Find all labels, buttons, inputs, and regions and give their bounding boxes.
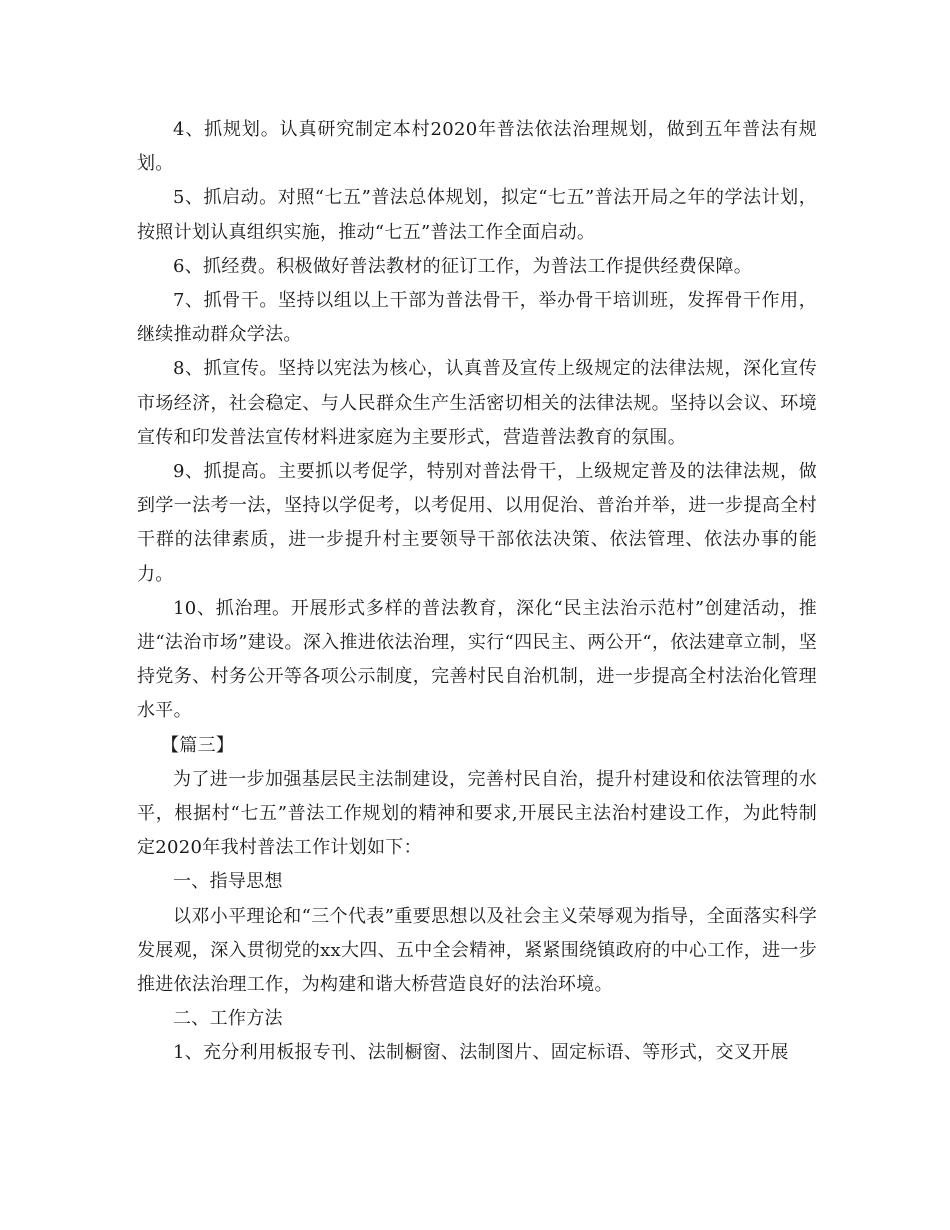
paragraph-item-9: 9、抓提高。主要抓以考促学，特别对普法骨干，上级规定普及的法律法规，做到学一法考一法，坚持以学促考，以考促用、以用促治、普治并举，进一步提高全村干群的法律素质，进一步提升村主要领导干部依法决策、依法管理、依法办事的能力。 [137,461,817,585]
paragraph-item-8: 8、抓宣传。坚持以宪法为核心，认真普及宣传上级规定的法律法规，深化宣传市场经济，社会稳定、与人民群众生产生活密切相关的法律法规。坚持以会议、环境宣传和印发普法宣传材料进家庭为主要形式，营造普法教育的氛围。 [137,358,817,448]
section-heading-work-methods: 二、工作方法 [173,1008,283,1030]
paragraph-item-7: 7、抓骨干。坚持以组以上干部为普法骨干，举办骨干培训班，发挥骨干作用，继续推动群众学法。 [137,290,817,346]
section-heading-part-three: 【篇三】 [161,734,235,756]
document-body [137,113,817,1071]
paragraph-item-5: 5、抓启动。对照“七五”普法总体规划，拟定“七五”普法开局之年的学法计划，按照计划认真组织实施，推动“七五”普法工作全面启动。 [137,187,817,243]
work-method-item-1: 1、充分利用板报专刊、法制橱窗、法制图片、固定标语、等形式，交叉开展 [173,1042,789,1064]
section-heading-guiding-ideology: 一、指导思想 [173,871,283,893]
paragraph-item-4: 4、抓规划。认真研究制定本村2020年普法依法治理规划，做到五年普法有规划。 [137,119,817,175]
guiding-ideology-paragraph: 以邓小平理论和“三个代表”重要思想以及社会主义荣辱观为指导，全面落实科学发展观，深入贯彻党的xx大四、五中全会精神，紧紧围绕镇政府的中心工作，进一步推进依法治理工作，为构建和谐大桥营造良好的法治环境。 [137,905,817,996]
paragraph-item-10: 10、抓治理。开展形式多样的普法教育，深化“民主法治示范村”创建活动，推进“法治市场”建设。深入推进依法治理，实行“四民主、两公开“，依法建章立制，坚持党务、村务公开等各项公示制度，完善村民自治机制，进一步提高全村法治化管理水平。 [137,597,817,722]
intro-paragraph: 为了进一步加强基层民主法制建设，完善村民自治，提升村建设和依法管理的水平，根据村“七五”普法工作规划的精神和要求,开展民主法治村建设工作，为此特制定2020年我村普法工作计划如下： [137,768,817,859]
paragraph-item-6: 6、抓经费。积极做好普法教材的征订工作，为普法工作提供经费保障。 [173,255,753,277]
